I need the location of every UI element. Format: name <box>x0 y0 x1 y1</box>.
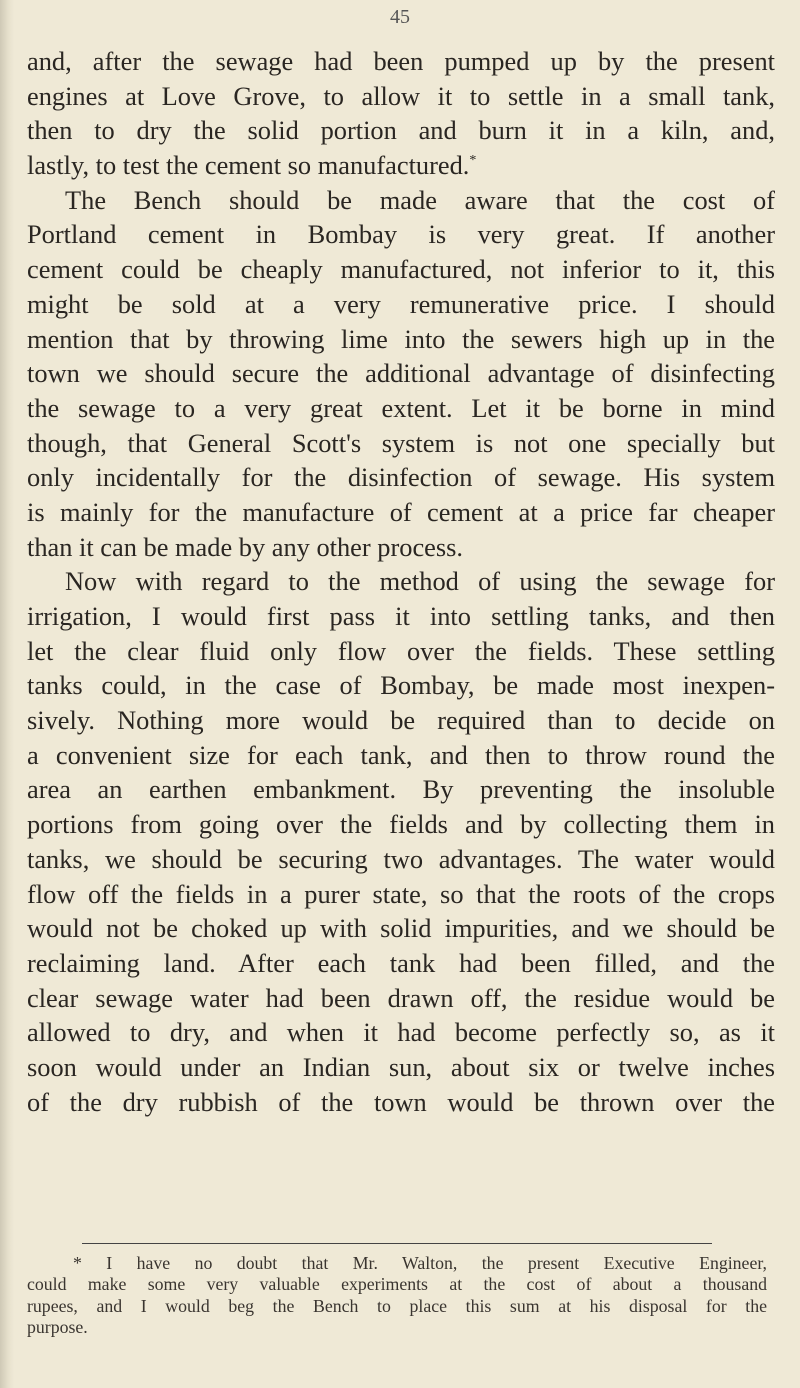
text-line: mention that by throwing lime into the sewers high up in the <box>27 323 775 354</box>
text-line: soon would under an Indian sun, about six or twelve inches <box>27 1051 775 1082</box>
text-line: area an earthen embankment. By preventing the insoluble <box>27 774 775 805</box>
body-text <box>27 44 775 1119</box>
text-line: tanks, we should be securing two advantages. The water would <box>27 843 775 874</box>
text-line-content: lastly, to test the cement so manufactured. <box>27 150 470 181</box>
paragraph-start-line: The Bench should be made aware that the cost of <box>65 184 775 215</box>
footnote-divider <box>82 1243 712 1244</box>
page-edge <box>0 0 14 1388</box>
text-line: cement could be cheaply manufactured, not inferior to it, this <box>27 254 775 285</box>
text-line: engines at Love Grove, to allow it to settle in a small tank, <box>27 80 775 111</box>
text-line: though, that General Scott's system is not one specially but <box>27 427 775 458</box>
text-line: town we should secure the additional advantage of disinfecting <box>27 358 775 389</box>
text-line: Portland cement in Bombay is very great. If another <box>27 219 775 250</box>
paragraph-start-line: Now with regard to the method of using the sewage for <box>65 566 775 597</box>
footnote-marker: * <box>469 153 477 169</box>
text-line: the sewage to a very great extent. Let it be borne in mind <box>27 392 775 423</box>
text-line: portions from going over the fields and by collecting them in <box>27 809 775 840</box>
text-line: then to dry the solid portion and burn it in a kiln, and, <box>27 115 775 146</box>
text-line: is mainly for the manufacture of cement at a price far cheaper <box>27 496 775 527</box>
text-line: sively. Nothing more would be required than to decide on <box>27 705 775 736</box>
footnote <box>27 1253 767 1339</box>
text-line: might be sold at a very remunerative price. I should <box>27 288 775 319</box>
paragraph-end-line: than it can be made by any other process. <box>27 531 464 562</box>
text-line: would not be choked up with solid impurities, and we should be <box>27 913 775 944</box>
page-number: 45 <box>390 6 410 28</box>
text-line: clear sewage water had been drawn off, the residue would be <box>27 982 775 1013</box>
footnote-line: rupees, and I would beg the Bench to place this sum at his disposal for the <box>27 1295 767 1316</box>
text-line: only incidentally for the disinfection of sewage. His system <box>27 462 775 493</box>
footnote-line: purpose. <box>27 1317 88 1338</box>
text-line: flow off the fields in a purer state, so that the roots of the crops <box>27 878 775 909</box>
text-line: allowed to dry, and when it had become perfectly so, as it <box>27 1017 775 1048</box>
footnote-line: could make some very valuable experiments at the cost of about a thousand <box>27 1274 767 1295</box>
text-line: of the dry rubbish of the town would be thrown over the <box>27 1086 775 1117</box>
text-line: irrigation, I would first pass it into settling tanks, and then <box>27 601 775 631</box>
text-line: a convenient size for each tank, and then to throw round the <box>27 739 775 770</box>
footnote-line: * I have no doubt that Mr. Walton, the present Executive Engineer, <box>73 1253 767 1273</box>
text-line: reclaiming land. After each tank had been filled, and the <box>27 947 775 978</box>
text-line: and, after the sewage had been pumped up by the present <box>27 46 775 76</box>
text-line: let the clear fluid only flow over the fields. These settling <box>27 635 775 666</box>
text-line: tanks could, in the case of Bombay, be made most inexpen- <box>27 670 775 701</box>
text-line <box>27 148 775 183</box>
